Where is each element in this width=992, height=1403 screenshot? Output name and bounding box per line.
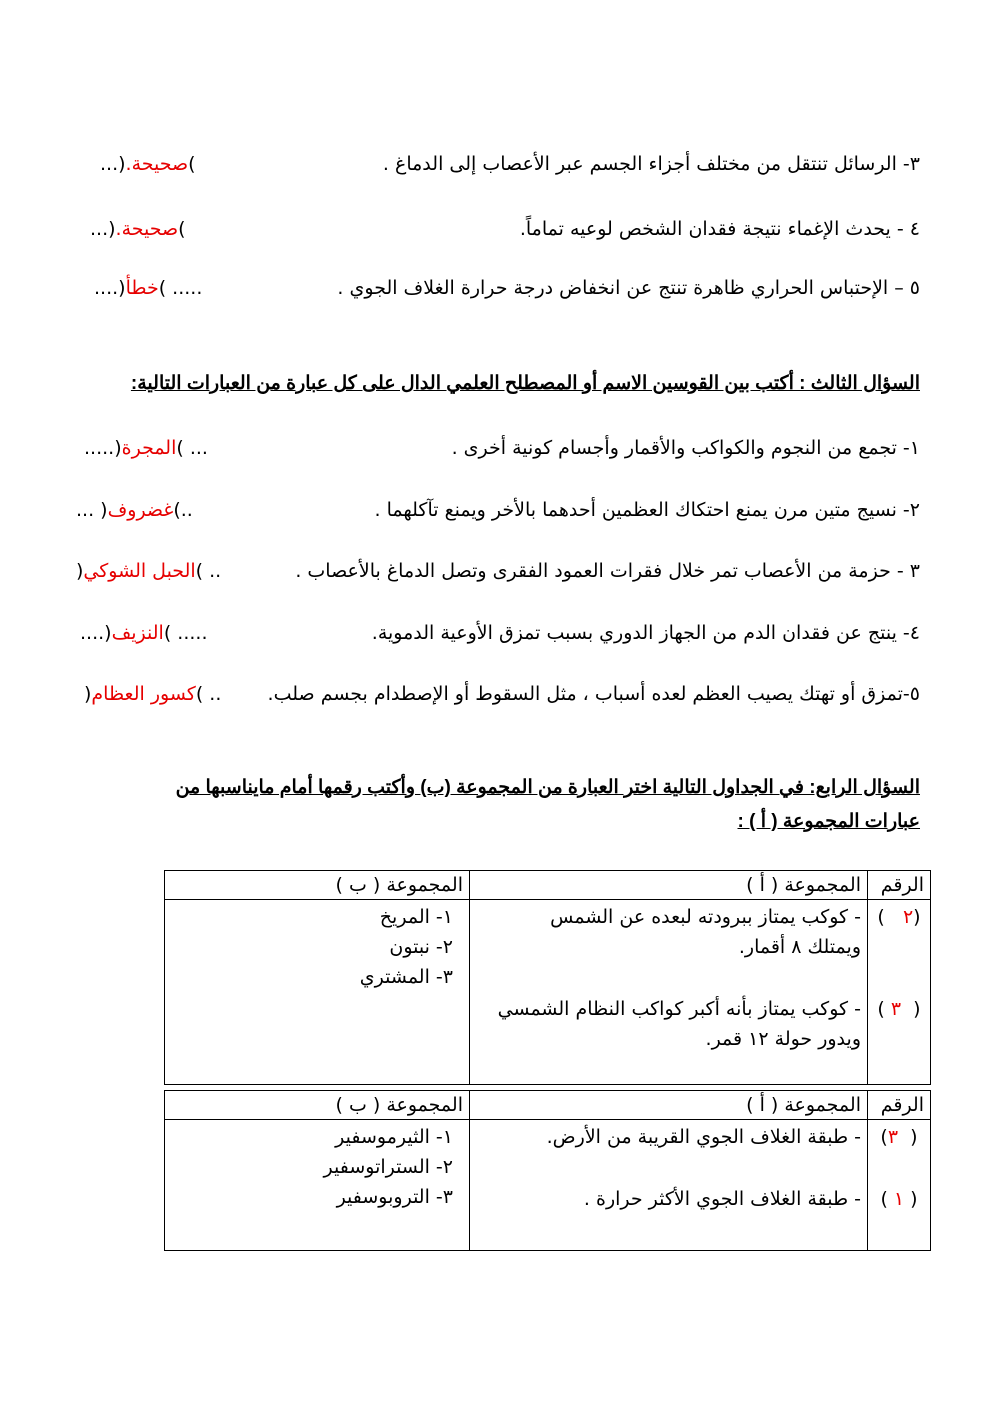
tf-item-5 — [70, 270, 920, 306]
matching-table-2 — [164, 1090, 931, 1251]
tf-question: ٤ - يحدث الإغماء نتيجة فقدان الشخص لوعيه تماماً. — [519, 218, 920, 240]
term-question: ١- تجمع من النجوم والكواكب والأقمار وأجسام كونية أخرى . — [451, 437, 920, 459]
term-question: ٥-تمزق أو تهتك يصيب العظم لعده أسباب ، مثل السقوط أو الإصطدام بجسم صلب. — [267, 683, 920, 705]
group-a-item-2: - طبقة الغلاف الجوي الأكثر حرارة . — [583, 1188, 861, 1210]
term-answer: الحبل الشوكي — [83, 560, 196, 582]
match-answer-1[interactable]: (٢ ) — [877, 906, 921, 928]
col-header-a: المجموعة ( أ ) — [470, 1091, 868, 1120]
term-answer-field[interactable]: .. )الحبل الشوكي( — [76, 560, 222, 582]
term-item-4 — [70, 615, 920, 651]
table-header-row — [165, 1091, 931, 1120]
section4-heading-line2: عبارات المجموعة ( أ ) : — [737, 811, 920, 832]
term-answer-field[interactable]: ... )المجرة(..... — [84, 437, 208, 459]
group-a-cell — [470, 1120, 868, 1251]
section4-heading-line1: السؤال الرابع: في الجداول التالية اختر العبارة من المجموعة (ب) وأكتب رقمها أمام مايناسبها من — [175, 777, 920, 798]
col-header-num: الرقم — [868, 1091, 931, 1120]
term-question: ٢- نسيج متين مرن يمنع احتكاك العظمين أحدهما بالأخر ويمنع تآكلهما . — [374, 499, 920, 521]
term-question: ٣ - حزمة من الأعصاب تمر خلال فقرات العمود الفقرى وتصل الدماغ بالأعصاب . — [295, 560, 920, 582]
term-answer: كسور العظام — [91, 683, 196, 705]
match-answer-2[interactable]: ( ١ ) — [880, 1188, 918, 1210]
table-row — [165, 1120, 931, 1251]
col-header-b: المجموعة ( ب ) — [165, 871, 470, 900]
match-answer-2[interactable]: ( ٣ ) — [877, 998, 921, 1020]
group-a-item-2: - كوكب يمتاز بأنه أكبر كواكب النظام الشمسي ويدور حولة ١٢ قمر. — [497, 998, 861, 1050]
term-item-5 — [70, 676, 920, 712]
answer-numbers-cell — [868, 1120, 931, 1251]
term-answer-field[interactable]: ..... )النزيف(.... — [80, 622, 208, 644]
group-b-item: ٣- التروبوسفير — [336, 1186, 453, 1208]
tf-answer: خطأ — [125, 277, 159, 299]
group-a-item-1: - طبقة الغلاف الجوي القريبة من الأرض. — [546, 1126, 861, 1148]
term-item-3 — [70, 553, 920, 589]
term-answer-field[interactable]: ..)غضروف( ... — [76, 499, 193, 521]
group-b-item: ١- الثيرموسفير — [335, 1126, 453, 1148]
term-answer: المجرة — [121, 437, 177, 459]
group-b-item: ١- المريخ — [379, 906, 453, 928]
term-item-2 — [70, 492, 920, 528]
section3-heading: السؤال الثالث : أكتب بين القوسين الاسم أو المصطلح العلمي الدال على كل عبارة من العبارات التالية: — [130, 373, 920, 394]
table-header-row — [165, 871, 931, 900]
group-a-cell — [470, 900, 868, 1085]
term-answer-field[interactable]: .. )كسور العظام( — [84, 683, 222, 705]
term-answer: النزيف — [111, 622, 164, 644]
matching-table-1 — [164, 870, 931, 1085]
group-b-item: ٢- نبتون — [389, 936, 453, 958]
col-header-a: المجموعة ( أ ) — [470, 871, 868, 900]
term-answer: غضروف — [107, 499, 174, 521]
tf-answer: صحيحة. — [115, 218, 179, 240]
table-row — [165, 900, 931, 1085]
tf-question: ٥ – الإحتباس الحراري ظاهرة تنتج عن انخفاض درجة حرارة الغلاف الجوي . — [337, 277, 920, 299]
group-b-cell — [165, 1120, 470, 1251]
tf-item-3 — [70, 146, 920, 182]
tf-answer-field[interactable]: ..... )خطأ(.... — [94, 277, 203, 299]
answer-numbers-cell — [868, 900, 931, 1085]
term-item-1 — [70, 430, 920, 466]
term-question: ٤- ينتج عن فقدان الدم من الجهاز الدوري بسبب تمزق الأوعية الدموية. — [371, 622, 920, 644]
tf-item-4 — [70, 211, 920, 247]
tf-answer: صحيحة. — [125, 153, 189, 175]
tf-question: ٣- الرسائل تنتقل من مختلف أجزاء الجسم عبر الأعصاب إلى الدماغ . — [382, 153, 920, 175]
tf-answer-field[interactable]: )صحيحة.(... — [90, 218, 186, 240]
group-a-item-1: - كوكب يمتاز ببرودته لبعده عن الشمس ويمتلك ٨ أقمار. — [550, 906, 861, 958]
tf-answer-field[interactable]: )صحيحة.(... — [100, 153, 196, 175]
match-answer-1[interactable]: ( ٣) — [880, 1126, 918, 1148]
group-b-item: ٢- الستراتوسفير — [323, 1156, 453, 1178]
group-b-cell — [165, 900, 470, 1085]
col-header-b: المجموعة ( ب ) — [165, 1091, 470, 1120]
col-header-num: الرقم — [868, 871, 931, 900]
group-b-item: ٣- المشتري — [359, 966, 453, 988]
